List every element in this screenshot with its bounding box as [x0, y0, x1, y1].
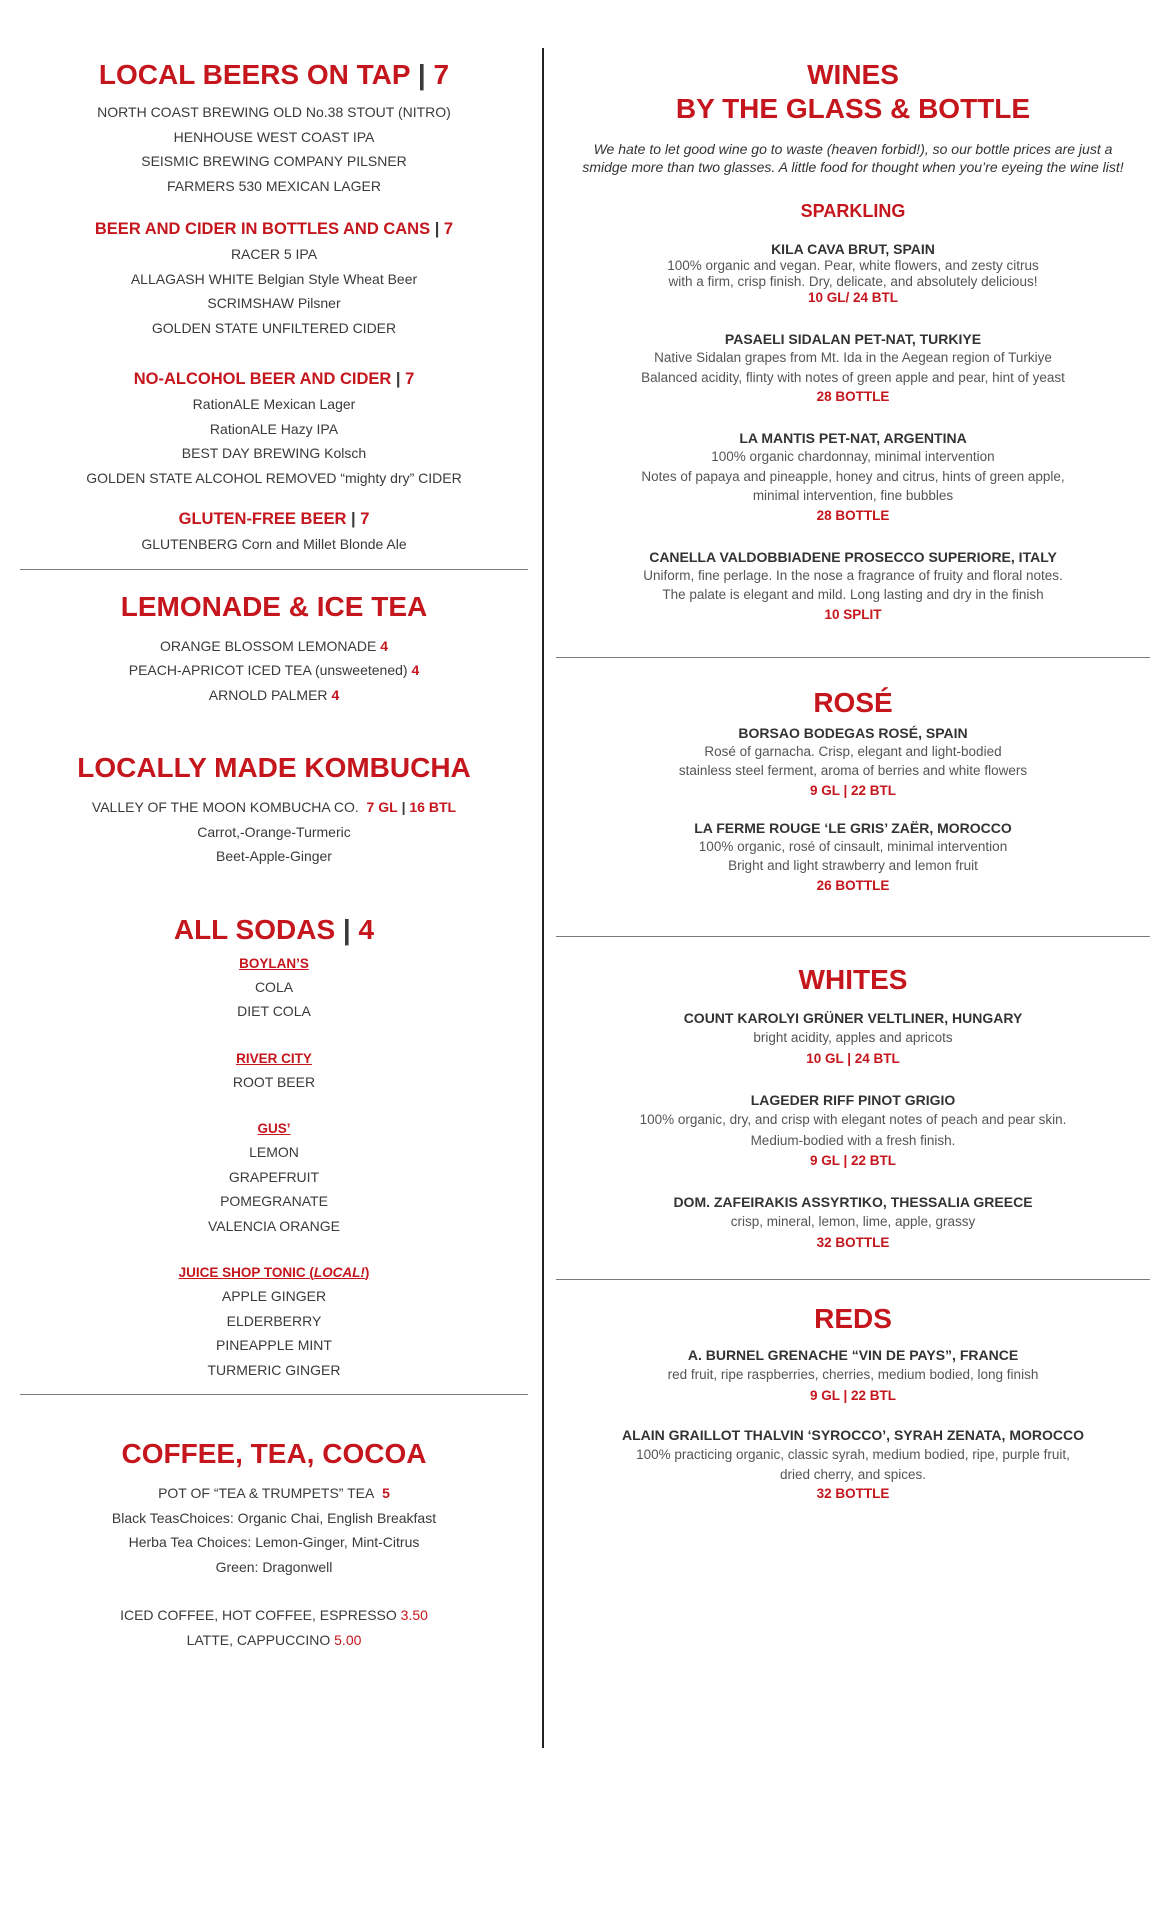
- column-divider: [542, 48, 544, 1748]
- section-title: COFFEE, TEA, COCOA: [121, 1438, 427, 1469]
- menu-item: SEISMIC BREWING COMPANY PILSNER: [141, 153, 407, 169]
- brand-label: JUICE SHOP TONIC (LOCAL!): [178, 1265, 370, 1280]
- wine-description: Uniform, fine perlage. In the nose a fragrance of fruity and floral notes.: [643, 567, 1063, 583]
- wine-description: 100% practicing organic, classic syrah, medium bodied, ripe, purple fruit,: [636, 1446, 1070, 1462]
- divider: [556, 1279, 1150, 1280]
- whites-section: [556, 963, 1150, 1253]
- wine-description: dried cherry, and spices.: [779, 1466, 927, 1482]
- wine-description: Native Sidalan grapes from Mt. Ida in the Aegean region of Turkiye: [654, 350, 1052, 365]
- menu-item: PEACH-APRICOT ICED TEA (unsweetened) 4: [128, 662, 420, 678]
- gluten-free-section: [20, 508, 528, 557]
- brand-label: BOYLAN’S: [239, 955, 309, 971]
- menu-item: Beet-Apple-Ginger: [216, 848, 332, 864]
- menu-item: GOLDEN STATE UNFILTERED CIDER: [151, 319, 397, 336]
- wine-description: bright acidity, apples and apricots: [753, 1029, 953, 1045]
- menu-item: COLA: [254, 978, 294, 995]
- menu-item: RACER 5 IPA: [230, 246, 318, 262]
- wine-description: Notes of papaya and pineapple, honey and citrus, hints of green apple,: [641, 468, 1065, 484]
- wine-name: LAGEDER RIFF PINOT GRIGIO: [750, 1091, 956, 1108]
- section-title: ROSÉ: [813, 686, 893, 718]
- wine-description: Bright and light strawberry and lemon fruit: [728, 858, 978, 873]
- wine-description: minimal intervention, fine bubbles: [752, 488, 954, 503]
- lemonade-section: [20, 590, 528, 708]
- reds-section: [556, 1302, 1150, 1504]
- menu-item: GLUTENBERG Corn and Millet Blonde Ale: [141, 536, 407, 552]
- wine-description: Medium-bodied with a fresh finish.: [750, 1132, 956, 1148]
- wine-name: KILA CAVA BRUT, SPAIN: [771, 241, 935, 257]
- wine-entry: [556, 548, 1150, 625]
- no-alcohol-section: [20, 368, 528, 490]
- menu-item: PINEAPPLE MINT: [216, 1337, 332, 1353]
- brand-label: RIVER CITY: [236, 1050, 312, 1066]
- menu-item: Herba Tea Choices: Lemon-Ginger, Mint-Citrus: [128, 1534, 420, 1550]
- section-title: LOCALLY MADE KOMBUCHA: [77, 752, 471, 783]
- wines-title-line2: BY THE GLASS & BOTTLE: [675, 93, 1031, 124]
- menu-item: ELDERBERRY: [226, 1312, 322, 1329]
- menu-item: VALENCIA ORANGE: [207, 1217, 340, 1234]
- section-title: LOCAL BEERS ON TAP | 7: [98, 59, 450, 90]
- wine-price: 10 GL/ 24 BTL: [807, 290, 899, 305]
- menu-item: Green: Dragonwell: [215, 1558, 333, 1575]
- menu-item: POMEGRANATE: [220, 1193, 328, 1209]
- menu-item: ALLAGASH WHITE Belgian Style Wheat Beer: [130, 270, 418, 287]
- wine-entry: [556, 1346, 1150, 1406]
- wine-entry: [556, 1009, 1150, 1069]
- wine-description: red fruit, ripe raspberries, cherries, medium bodied, long finish: [667, 1366, 1039, 1382]
- wine-name: A. BURNEL GRENACHE “VIN DE PAYS”, FRANCE: [687, 1346, 1019, 1363]
- menu-item: GOLDEN STATE ALCOHOL REMOVED “mighty dry” CIDER: [86, 469, 462, 486]
- wine-description: 100% organic, dry, and crisp with elegant notes of peach and pear skin.: [639, 1111, 1067, 1127]
- menu-item: ARNOLD PALMER 4: [208, 686, 340, 703]
- divider: [556, 936, 1150, 937]
- wine-name: BORSAO BODEGAS ROSÉ, SPAIN: [738, 724, 968, 741]
- wine-price: 26 BOTTLE: [816, 877, 890, 893]
- wine-price: 10 GL | 24 BTL: [806, 1050, 900, 1066]
- bottles-cans-section: [20, 218, 528, 340]
- menu-item: RationALE Hazy IPA: [209, 420, 339, 437]
- left-column: [20, 0, 528, 1652]
- sodas-section: [20, 913, 528, 1383]
- menu-item: FARMERS 530 MEXICAN LAGER: [167, 177, 381, 194]
- wine-entry: [556, 724, 1150, 801]
- wine-description: The palate is elegant and mild. Long lasting and dry in the finish: [662, 587, 1044, 602]
- section-title: WHITES: [798, 963, 908, 995]
- wine-description: 100% organic and vegan. Pear, white flowers, and zesty citrus: [667, 258, 1039, 273]
- menu-item: SCRIMSHAW Pilsner: [207, 295, 341, 311]
- wine-description: with a firm, crisp finish. Dry, delicate, and absolutely delicious!: [668, 274, 1038, 289]
- menu-item: LATTE, CAPPUCCINO 5.00: [186, 1631, 362, 1648]
- wine-price: 10 SPLIT: [824, 606, 882, 622]
- divider: [20, 1394, 528, 1395]
- divider: [556, 657, 1150, 658]
- wine-name: LA FERME ROUGE ‘LE GRIS’ ZAËR, MOROCCO: [694, 819, 1012, 836]
- wine-entry: [556, 429, 1150, 526]
- menu-item: ICED COFFEE, HOT COFFEE, ESPRESSO 3.50: [120, 1607, 428, 1623]
- sparkling-section: [556, 200, 1150, 625]
- menu-item: APPLE GINGER: [221, 1288, 327, 1304]
- wine-description: stainless steel ferment, aroma of berries and white flowers: [678, 763, 1028, 778]
- divider: [20, 569, 528, 570]
- section-title: BEER AND CIDER IN BOTTLES AND CANS | 7: [94, 220, 454, 238]
- wine-description: 100% organic chardonnay, minimal intervention: [711, 449, 995, 464]
- coffee-section: [20, 1437, 528, 1652]
- wines-intro: smidge more than two glasses. A little food for thought when you’re eyeing the wine list!: [582, 159, 1124, 175]
- wine-price: 9 GL | 22 BTL: [809, 1152, 897, 1168]
- kombucha-section: [20, 751, 528, 869]
- beers-on-tap-section: [20, 58, 528, 198]
- wines-header: [556, 58, 1150, 176]
- menu-item: ROOT BEER: [232, 1073, 316, 1090]
- section-title: GLUTEN-FREE BEER | 7: [178, 510, 370, 528]
- wine-entry: [556, 1426, 1150, 1504]
- menu-item: Carrot,-Orange-Turmeric: [197, 823, 351, 840]
- wines-title-line1: WINES: [807, 59, 899, 90]
- rose-section: [556, 686, 1150, 896]
- menu-item: Black TeasChoices: Organic Chai, English Breakfast: [111, 1509, 437, 1526]
- wine-description: 100% organic, rosé of cinsault, minimal intervention: [698, 838, 1008, 854]
- wine-price: 32 BOTTLE: [816, 1485, 890, 1501]
- menu-item: BEST DAY BREWING Kolsch: [181, 445, 367, 461]
- wine-price: 28 BOTTLE: [816, 389, 890, 404]
- wine-price: 9 GL | 22 BTL: [809, 1387, 897, 1403]
- menu-item: TURMERIC GINGER: [207, 1361, 341, 1378]
- wine-description: Balanced acidity, flinty with notes of green apple and pear, hint of yeast: [641, 369, 1065, 385]
- section-title: NO-ALCOHOL BEER AND CIDER | 7: [133, 370, 415, 388]
- menu-item: ORANGE BLOSSOM LEMONADE 4: [160, 637, 388, 654]
- section-title: REDS: [814, 1302, 892, 1334]
- wine-price: 9 GL | 22 BTL: [809, 782, 897, 798]
- menu-item: GRAPEFRUIT: [228, 1168, 320, 1185]
- wine-entry: [556, 330, 1150, 407]
- wine-name: COUNT KAROLYI GRÜNER VELTLINER, HUNGARY: [683, 1009, 1023, 1026]
- wine-name: DOM. ZAFEIRAKIS ASSYRTIKO, THESSALIA GREECE: [673, 1193, 1033, 1210]
- section-title: LEMONADE & ICE TEA: [120, 590, 428, 622]
- wine-entry: [556, 1091, 1150, 1171]
- wine-description: Rosé of garnacha. Crisp, elegant and light-bodied: [704, 743, 1002, 759]
- menu-item: VALLEY OF THE MOON KOMBUCHA CO. 7 GL | 16 BTL: [91, 799, 457, 815]
- wines-intro: We hate to let good wine go to waste (heaven forbid!), so our bottle prices are just a: [593, 141, 1113, 157]
- menu-item: DIET COLA: [237, 1003, 311, 1019]
- menu-item: NORTH COAST BREWING OLD No.38 STOUT (NITRO): [97, 104, 451, 120]
- wine-price: 32 BOTTLE: [816, 1234, 890, 1250]
- menu-item: RationALE Mexican Lager: [192, 396, 356, 412]
- menu-item: HENHOUSE WEST COAST IPA: [173, 128, 375, 145]
- wine-entry: [556, 1193, 1150, 1253]
- wine-name: CANELLA VALDOBBIADENE PROSECCO SUPERIORE, ITALY: [649, 548, 1057, 565]
- right-column: [556, 0, 1150, 1504]
- wine-description: crisp, mineral, lemon, lime, apple, grassy: [730, 1213, 976, 1229]
- wine-price: 28 BOTTLE: [816, 507, 890, 523]
- brand-label: GUS’: [257, 1121, 291, 1136]
- menu-item: POT OF “TEA & TRUMPETS” TEA 5: [158, 1485, 390, 1501]
- wine-name: PASAELI SIDALAN PET-NAT, TURKIYE: [724, 331, 982, 347]
- wine-entry: [556, 819, 1150, 896]
- menu-item: LEMON: [249, 1144, 299, 1160]
- wine-name: LA MANTIS PET-NAT, ARGENTINA: [739, 430, 967, 446]
- section-title: ALL SODAS | 4: [173, 913, 375, 945]
- wine-entry: [556, 240, 1150, 306]
- wine-name: ALAIN GRAILLOT THALVIN ‘SYROCCO’, SYRAH ZENATA, MOROCCO: [622, 1426, 1084, 1443]
- section-title: SPARKLING: [800, 201, 906, 221]
